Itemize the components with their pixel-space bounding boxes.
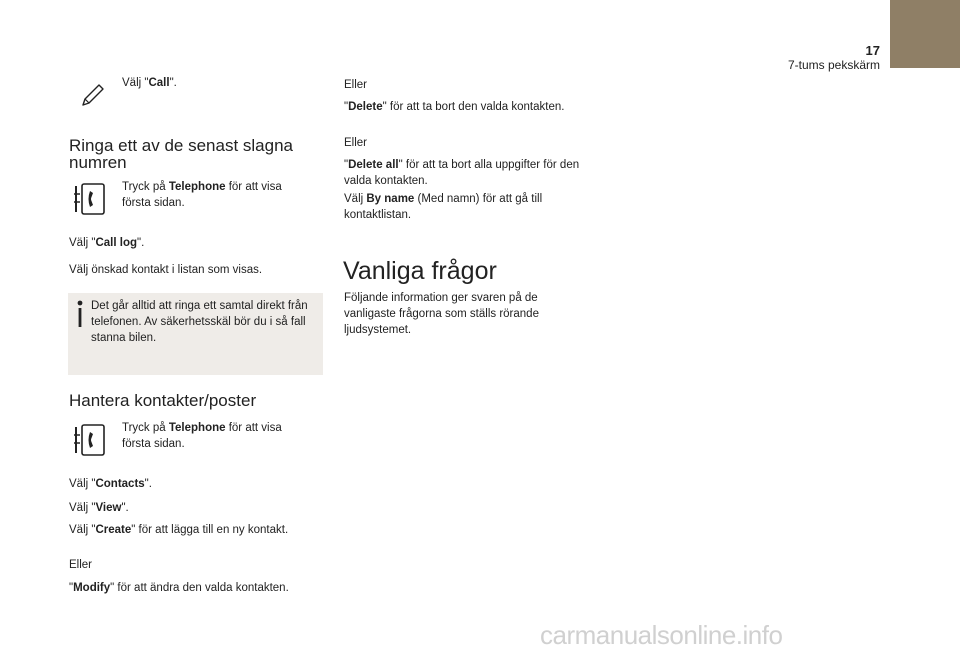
page-title: 7-tums pekskärm bbox=[787, 58, 880, 72]
info-note-text: Det går alltid att ringa ett samtal direkt från telefonen. Av säkerhetsskäl bör du i så fall stanna bilen. bbox=[91, 300, 308, 344]
telephone-icon bbox=[73, 182, 107, 216]
step-select-contact: Välj önskad kontakt i listan som visas. bbox=[69, 264, 263, 276]
step-create: Välj "Create" för att lägga till en ny kontakt. bbox=[69, 524, 289, 536]
watermark: carmanualsonline.info bbox=[540, 620, 783, 650]
step-call: Välj "Call". bbox=[122, 77, 177, 89]
step-view: Välj "View". bbox=[69, 502, 129, 514]
step-telephone-1: Tryck på Telephone för att visa första sidan. bbox=[122, 181, 282, 209]
section-heading-recent: Ringa ett av de senast slagna numren bbox=[69, 136, 293, 172]
faq-intro: Följande information ger svaren på de vanligaste frågorna som ställs rörande ljudsystemet. bbox=[344, 292, 539, 336]
step-by-name: Välj By name (Med namn) för att gå till kontaktlistan. bbox=[344, 193, 543, 221]
info-icon bbox=[74, 300, 86, 328]
step-delete-all: "Delete all" för att ta bort alla uppgifter för den valda kontakten. bbox=[344, 159, 580, 187]
section-heading-contacts: Hantera kontakter/poster bbox=[69, 391, 257, 410]
step-call-log: Välj "Call log". bbox=[69, 237, 145, 249]
or-label: Eller bbox=[344, 137, 368, 149]
page-number: 17 bbox=[865, 43, 880, 58]
step-contacts: Välj "Contacts". bbox=[69, 478, 152, 490]
step-telephone-2: Tryck på Telephone för att visa första sidan. bbox=[122, 422, 282, 450]
step-delete: "Delete" för att ta bort den valda kontakten. bbox=[344, 101, 565, 113]
chapter-tab bbox=[890, 0, 960, 68]
pencil-icon bbox=[80, 82, 106, 108]
faq-heading: Vanliga frågor bbox=[343, 257, 497, 285]
or-label: Eller bbox=[69, 559, 93, 571]
telephone-icon bbox=[73, 423, 107, 457]
step-modify: "Modify" för att ändra den valda kontakten. bbox=[69, 582, 289, 594]
or-label: Eller bbox=[344, 79, 368, 91]
